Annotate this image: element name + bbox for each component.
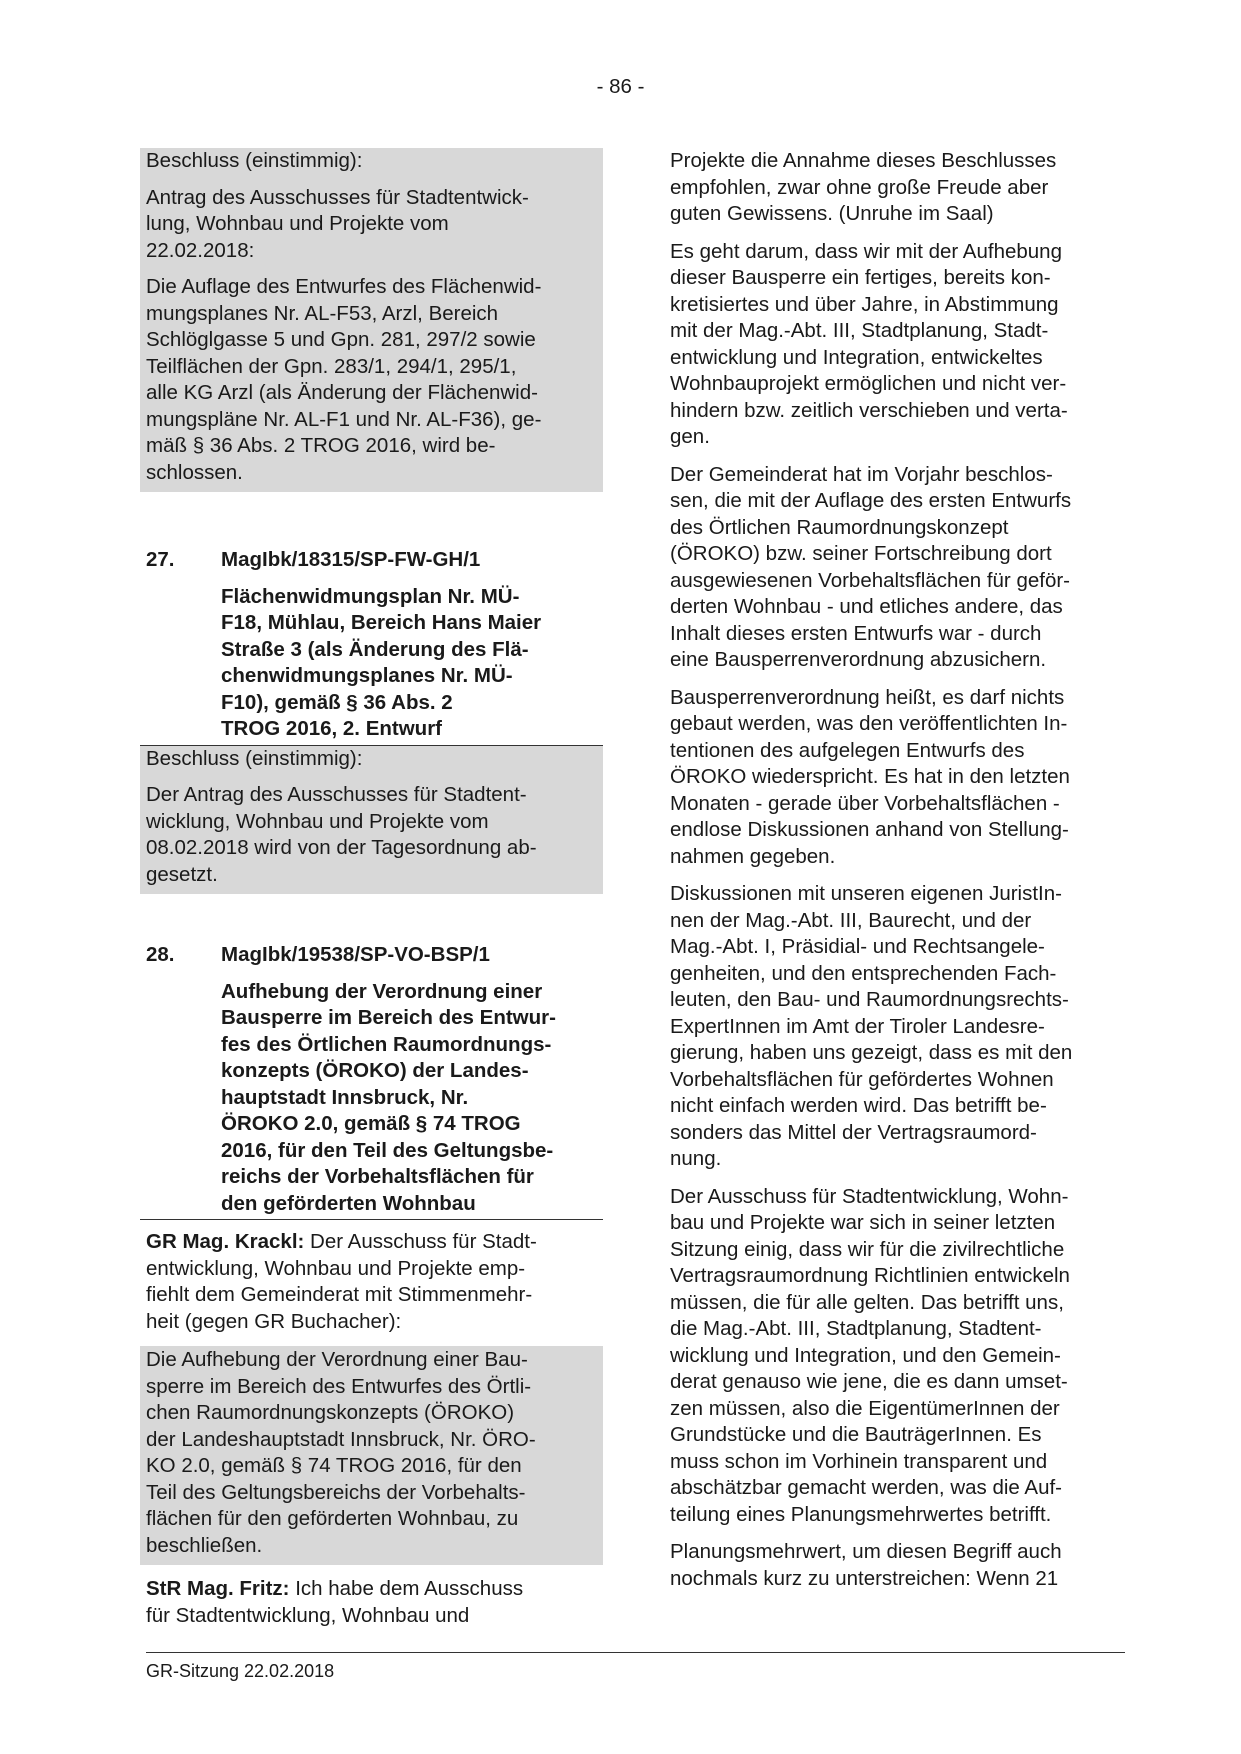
item-number: 28. xyxy=(146,943,175,966)
left-column xyxy=(146,148,597,1629)
resolution-box-1 xyxy=(140,148,603,492)
motion-text: Antrag des Ausschusses für Stadtentwick- lung, Wohnbau und Projekte vom 22.02.2018: xyxy=(146,185,529,262)
resolution-label: Beschluss (einstimmig): xyxy=(146,149,363,172)
resolution-text: Der Antrag des Ausschusses für Stadtent- wicklung, Wohnbau und Projekte vom 08.02.2018 wird von der Tagesordnung ab- gesetzt. xyxy=(146,783,537,886)
footer-divider xyxy=(146,1652,1125,1653)
paragraph: Der Gemeinderat hat im Vorjahr beschlos- sen, die mit der Auflage des ersten Entwurfs des Örtlichen Raumordnungskonzept (ÖROKO) bzw. seiner Fortschreibung dort ausgewiesenen Vorbehaltsflächen für geför- derten Wohnbau - und etliches andere, das Inhalt dieses ersten Entwurfs war - durch eine Bausperrenverordnung abzusichern. xyxy=(670,462,1072,671)
paragraph: Projekte die Annahme dieses Beschlusses empfohlen, zwar ohne große Freude aber guten Gewissens. (Unruhe im Saal) xyxy=(670,149,1057,225)
resolution-label: Beschluss (einstimmig): xyxy=(146,746,363,770)
item-number: 27. xyxy=(146,548,175,571)
resolution-text: Die Aufhebung der Verordnung einer Bau- sperre im Bereich des Entwurfes des Örtli- chen Raumordnungskonzepts (ÖROKO) der Landeshauptstadt Innsbruck, Nr. ÖRO- KO 2.0, gemäß § 74 TROG 2016, für den Teil des Geltungsbereichs der Vorbehalts- flächen für den geförderten Wohnbau, zu beschließen. xyxy=(146,1348,536,1557)
speech-text: Der Ausschuss für Stadt- entwicklung, Wohnbau und Projekte emp- fiehlt dem Gemeinderat mit Stimmenmehr- heit (gegen GR Buchacher): xyxy=(146,1230,537,1333)
resolution-box-2 xyxy=(140,746,603,895)
resolution-text: Die Auflage des Entwurfes des Flächenwid- mungsplanes Nr. AL-F53, Arzl, Bereich Schlöglgasse 5 und Gpn. 281, 297/2 sowie Teilflächen der Gpn. 283/1, 294/1, 295/1, alle KG Arzl (als Änderung der Flächenwid- mungspläne Nr. AL-F1 und Nr. AL-F36), ge- mäß § 36 Abs. 2 TROG 2016, wird be- schlossen. xyxy=(146,275,542,484)
divider xyxy=(140,1219,603,1220)
speech-fritz xyxy=(146,1576,597,1629)
item-reference: MagIbk/18315/SP-FW-GH/1 xyxy=(221,548,481,571)
agenda-item-27 xyxy=(146,547,597,743)
agenda-item-28 xyxy=(146,942,597,1217)
item-title: Flächenwidmungsplan Nr. MÜ- F18, Mühlau, Bereich Hans Maier Straße 3 (als Änderung des Flä- chenwidmungsplanes Nr. MÜ- F10), gemäß § 36 Abs. 2 TROG 2016, 2. Entwurf xyxy=(221,584,542,740)
page-number: - 86 - xyxy=(596,75,645,98)
speech-krackl xyxy=(146,1229,597,1335)
paragraph: Diskussionen mit unseren eigenen JuristIn- nen der Mag.-Abt. III, Baurecht, und der Mag.-Abt. I, Präsidial- und Rechtsangele- genheiten, und den entsprechenden Fach- leuten, den Bau- und Raumordnungsrechts- ExpertInnen im Amt der Tiroler Landesre- gierung, haben uns gezeigt, dass es mit den Vorbehaltsflächen für gefördertes Wohnen nicht einfach werden wird. Das betrifft be- sonders das Mittel der Vertragsraumord- nung. xyxy=(670,882,1073,1170)
speaker-name: StR Mag. Fritz: xyxy=(146,1577,290,1600)
paragraph: Es geht darum, dass wir mit der Aufhebung dieser Bausperre ein fertiges, bereits kon- kretisiertes und über Jahre, in Abstimmung mit der Mag.-Abt. III, Stadtplanung, Stadt- entwicklung und Integration, entwickeltes Wohnbauprojekt ermöglichen und nicht ver- hindern bzw. zeitlich verschieben und verta- gen. xyxy=(670,239,1068,448)
right-column xyxy=(670,148,1125,1603)
paragraph: Bausperrenverordnung heißt, es darf nichts gebaut werden, was den veröffentlichten In- tentionen des aufgelegen Entwurfs des ÖROKO wiederspricht. Es hat in den letzten Monaten - gerade über Vorbehaltsflächen - endlose Diskussionen anhand von Stellung- nahmen gegeben. xyxy=(670,685,1070,868)
item-title: Aufhebung der Verordnung einer Bausperre im Bereich des Entwur- fes des Örtlichen Raumordnungs- konzepts (ÖROKO) der Landes- hauptstadt Innsbruck, Nr. ÖROKO 2.0, gemäß § 74 TROG 2016, für den Teil des Geltungsbe- reichs der Vorbehaltsflächen für den geförderten Wohnbau xyxy=(221,979,556,1215)
speech-text: Ich habe dem Ausschuss für Stadtentwicklung, Wohnbau und xyxy=(146,1577,524,1627)
paragraph: Planungsmehrwert, um diesen Begriff auch nochmals kurz zu unterstreichen: Wenn 21 xyxy=(670,1540,1062,1590)
paragraph: Der Ausschuss für Stadtentwicklung, Wohn- bau und Projekte war sich in seiner letzten Sitzung einig, dass wir für die zivilrechtliche Vertragsraumordnung Richtlinien entwickeln müssen, die für alle gelten. Das betrifft uns, die Mag.-Abt. III, Stadtplanung, Stadtent- wicklung und Integration, und den Gemein- derat genauso wie jene, die es dann umset- zen müssen, also die EigentümerInnen der Grundstücke und die BauträgerInnen. Es muss schon im Vorhinein transparent und abschätzbar gemacht werden, was die Auf- teilung eines Planungsmehrwertes betrifft. xyxy=(670,1184,1070,1526)
speaker-name: GR Mag. Krackl: xyxy=(146,1230,305,1253)
item-reference: MagIbk/19538/SP-VO-BSP/1 xyxy=(221,943,490,966)
footer-session-date: GR-Sitzung 22.02.2018 xyxy=(146,1661,335,1681)
resolution-box-3 xyxy=(140,1346,603,1565)
